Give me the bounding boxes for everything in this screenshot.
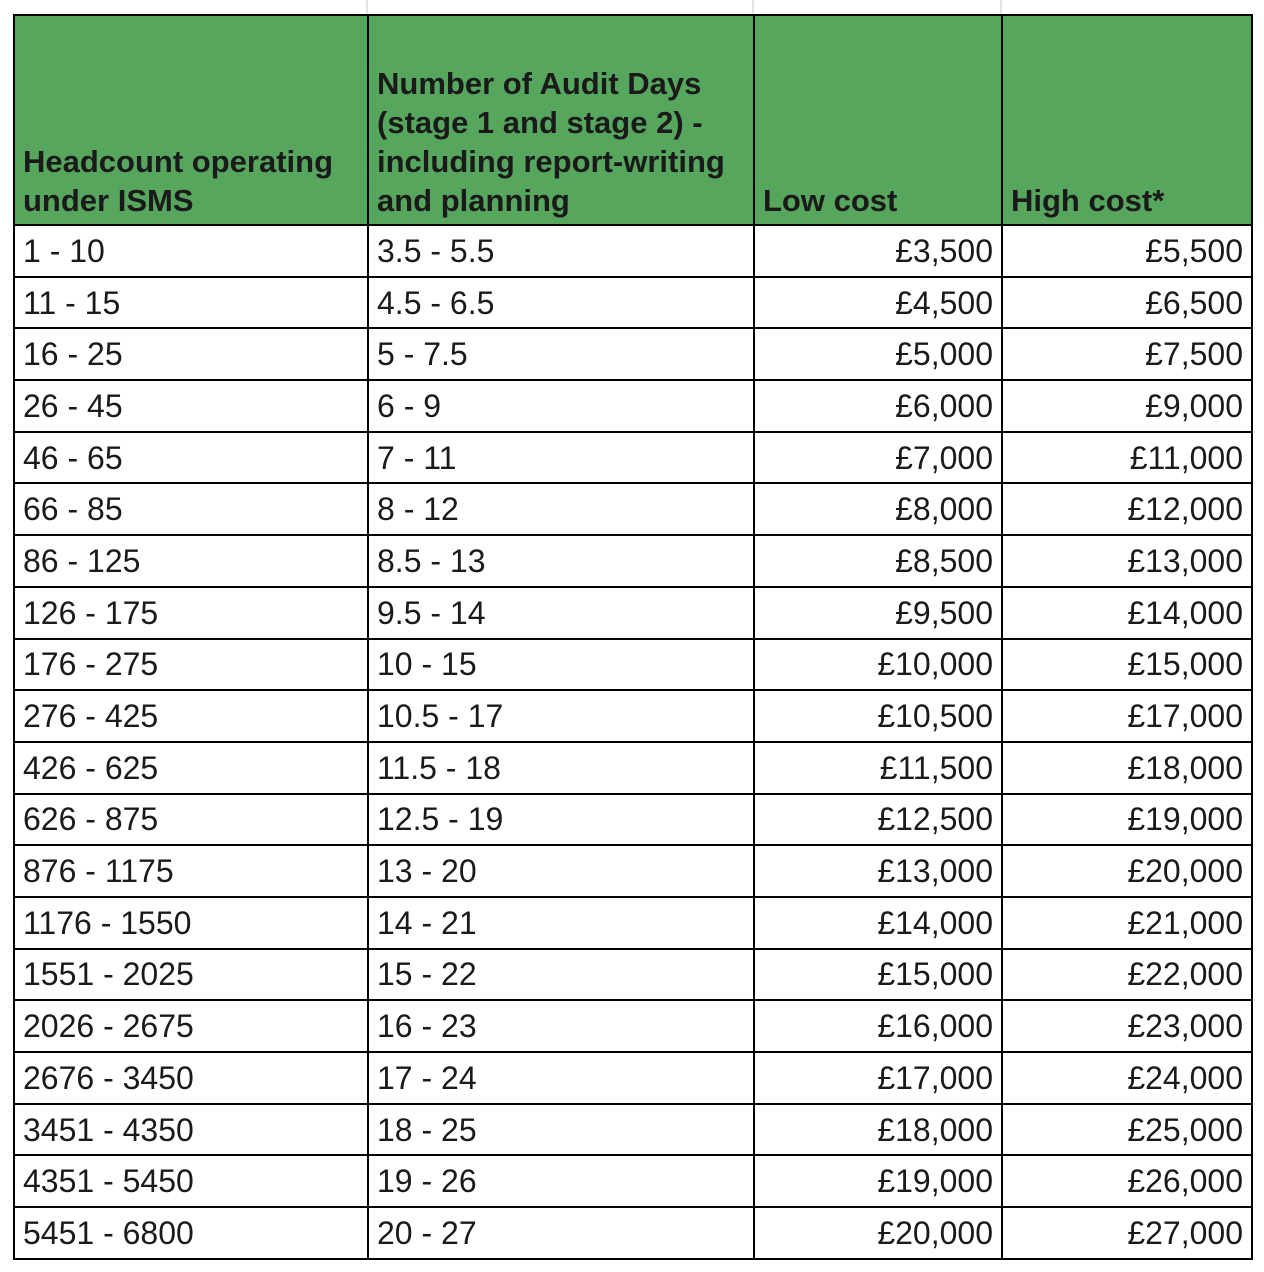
high-cost-cell[interactable]: £17,000	[1002, 690, 1252, 742]
table-row	[14, 225, 1252, 277]
high-cost-cell[interactable]: £25,000	[1002, 1104, 1252, 1156]
headcount-cell[interactable]: 86 - 125	[14, 535, 368, 587]
audit-days-cell[interactable]: 7 - 11	[368, 432, 754, 484]
headcount-cell[interactable]: 1176 - 1550	[14, 897, 368, 949]
headcount-cell[interactable]: 126 - 175	[14, 587, 368, 639]
audit-days-cell[interactable]: 10.5 - 17	[368, 690, 754, 742]
low-cost-cell[interactable]: £4,500	[754, 277, 1002, 329]
audit-days-cell[interactable]: 17 - 24	[368, 1052, 754, 1104]
high-cost-cell[interactable]: £20,000	[1002, 845, 1252, 897]
low-cost-cell[interactable]: £6,000	[754, 380, 1002, 432]
low-cost-cell[interactable]: £16,000	[754, 1000, 1002, 1052]
headcount-cell[interactable]: 276 - 425	[14, 690, 368, 742]
headcount-cell[interactable]: 426 - 625	[14, 742, 368, 794]
headcount-cell[interactable]: 1 - 10	[14, 225, 368, 277]
low-cost-cell[interactable]: £9,500	[754, 587, 1002, 639]
header-high-cost[interactable]: High cost*	[1002, 15, 1252, 225]
low-cost-cell[interactable]: £7,000	[754, 432, 1002, 484]
gridline	[752, 0, 754, 14]
audit-days-cell[interactable]: 3.5 - 5.5	[368, 225, 754, 277]
table-row	[14, 1104, 1252, 1156]
high-cost-cell[interactable]: £12,000	[1002, 483, 1252, 535]
audit-days-cell[interactable]: 14 - 21	[368, 897, 754, 949]
table-row	[14, 639, 1252, 691]
high-cost-cell[interactable]: £9,000	[1002, 380, 1252, 432]
audit-days-cell[interactable]: 20 - 27	[368, 1207, 754, 1259]
table-row	[14, 483, 1252, 535]
audit-days-cell[interactable]: 16 - 23	[368, 1000, 754, 1052]
table-row	[14, 897, 1252, 949]
high-cost-cell[interactable]: £24,000	[1002, 1052, 1252, 1104]
gridline	[366, 0, 368, 14]
low-cost-cell[interactable]: £20,000	[754, 1207, 1002, 1259]
table-header	[14, 15, 1252, 225]
low-cost-cell[interactable]: £15,000	[754, 949, 1002, 1001]
table-row	[14, 845, 1252, 897]
headcount-cell[interactable]: 3451 - 4350	[14, 1104, 368, 1156]
high-cost-cell[interactable]: £18,000	[1002, 742, 1252, 794]
high-cost-cell[interactable]: £27,000	[1002, 1207, 1252, 1259]
gridline	[1000, 0, 1002, 14]
high-cost-cell[interactable]: £15,000	[1002, 639, 1252, 691]
low-cost-cell[interactable]: £18,000	[754, 1104, 1002, 1156]
high-cost-cell[interactable]: £26,000	[1002, 1155, 1252, 1207]
high-cost-cell[interactable]: £13,000	[1002, 535, 1252, 587]
audit-days-cell[interactable]: 12.5 - 19	[368, 794, 754, 846]
low-cost-cell[interactable]: £12,500	[754, 794, 1002, 846]
headcount-cell[interactable]: 4351 - 5450	[14, 1155, 368, 1207]
high-cost-cell[interactable]: £22,000	[1002, 949, 1252, 1001]
table-row	[14, 1000, 1252, 1052]
table-row	[14, 794, 1252, 846]
header-audit-days[interactable]: Number of Audit Days (stage 1 and stage 2) - including report-writing and planning	[368, 15, 754, 225]
headcount-cell[interactable]: 176 - 275	[14, 639, 368, 691]
headcount-cell[interactable]: 1551 - 2025	[14, 949, 368, 1001]
low-cost-cell[interactable]: £3,500	[754, 225, 1002, 277]
header-row	[14, 15, 1252, 225]
audit-days-cell[interactable]: 11.5 - 18	[368, 742, 754, 794]
high-cost-cell[interactable]: £11,000	[1002, 432, 1252, 484]
high-cost-cell[interactable]: £23,000	[1002, 1000, 1252, 1052]
audit-cost-table	[13, 14, 1253, 1260]
headcount-cell[interactable]: 11 - 15	[14, 277, 368, 329]
low-cost-cell[interactable]: £5,000	[754, 328, 1002, 380]
table-row	[14, 1207, 1252, 1259]
audit-days-cell[interactable]: 5 - 7.5	[368, 328, 754, 380]
high-cost-cell[interactable]: £14,000	[1002, 587, 1252, 639]
high-cost-cell[interactable]: £19,000	[1002, 794, 1252, 846]
low-cost-cell[interactable]: £10,500	[754, 690, 1002, 742]
low-cost-cell[interactable]: £19,000	[754, 1155, 1002, 1207]
table-row	[14, 535, 1252, 587]
audit-days-cell[interactable]: 19 - 26	[368, 1155, 754, 1207]
header-low-cost[interactable]: Low cost	[754, 15, 1002, 225]
audit-days-cell[interactable]: 8.5 - 13	[368, 535, 754, 587]
table-row	[14, 432, 1252, 484]
table-body	[14, 225, 1252, 1259]
low-cost-cell[interactable]: £14,000	[754, 897, 1002, 949]
low-cost-cell[interactable]: £11,500	[754, 742, 1002, 794]
audit-days-cell[interactable]: 6 - 9	[368, 380, 754, 432]
audit-days-cell[interactable]: 15 - 22	[368, 949, 754, 1001]
headcount-cell[interactable]: 876 - 1175	[14, 845, 368, 897]
high-cost-cell[interactable]: £21,000	[1002, 897, 1252, 949]
table-row	[14, 380, 1252, 432]
audit-days-cell[interactable]: 9.5 - 14	[368, 587, 754, 639]
headcount-cell[interactable]: 2676 - 3450	[14, 1052, 368, 1104]
low-cost-cell[interactable]: £8,500	[754, 535, 1002, 587]
table-row	[14, 742, 1252, 794]
table-row	[14, 690, 1252, 742]
low-cost-cell[interactable]: £17,000	[754, 1052, 1002, 1104]
high-cost-cell[interactable]: £5,500	[1002, 225, 1252, 277]
headcount-cell[interactable]: 26 - 45	[14, 380, 368, 432]
audit-days-cell[interactable]: 8 - 12	[368, 483, 754, 535]
headcount-cell[interactable]: 16 - 25	[14, 328, 368, 380]
table-row	[14, 1155, 1252, 1207]
headcount-cell[interactable]: 2026 - 2675	[14, 1000, 368, 1052]
high-cost-cell[interactable]: £6,500	[1002, 277, 1252, 329]
headcount-cell[interactable]: 46 - 65	[14, 432, 368, 484]
headcount-cell[interactable]: 5451 - 6800	[14, 1207, 368, 1259]
headcount-cell[interactable]: 66 - 85	[14, 483, 368, 535]
table-row	[14, 277, 1252, 329]
low-cost-cell[interactable]: £8,000	[754, 483, 1002, 535]
low-cost-cell[interactable]: £10,000	[754, 639, 1002, 691]
table-row	[14, 949, 1252, 1001]
audit-days-cell[interactable]: 18 - 25	[368, 1104, 754, 1156]
table-row	[14, 328, 1252, 380]
header-headcount[interactable]: Headcount operating under ISMS	[14, 15, 368, 225]
spreadsheet	[13, 14, 1251, 1260]
table-row	[14, 587, 1252, 639]
audit-days-cell[interactable]: 4.5 - 6.5	[368, 277, 754, 329]
audit-days-cell[interactable]: 10 - 15	[368, 639, 754, 691]
headcount-cell[interactable]: 626 - 875	[14, 794, 368, 846]
high-cost-cell[interactable]: £7,500	[1002, 328, 1252, 380]
audit-days-cell[interactable]: 13 - 20	[368, 845, 754, 897]
low-cost-cell[interactable]: £13,000	[754, 845, 1002, 897]
table-row	[14, 1052, 1252, 1104]
